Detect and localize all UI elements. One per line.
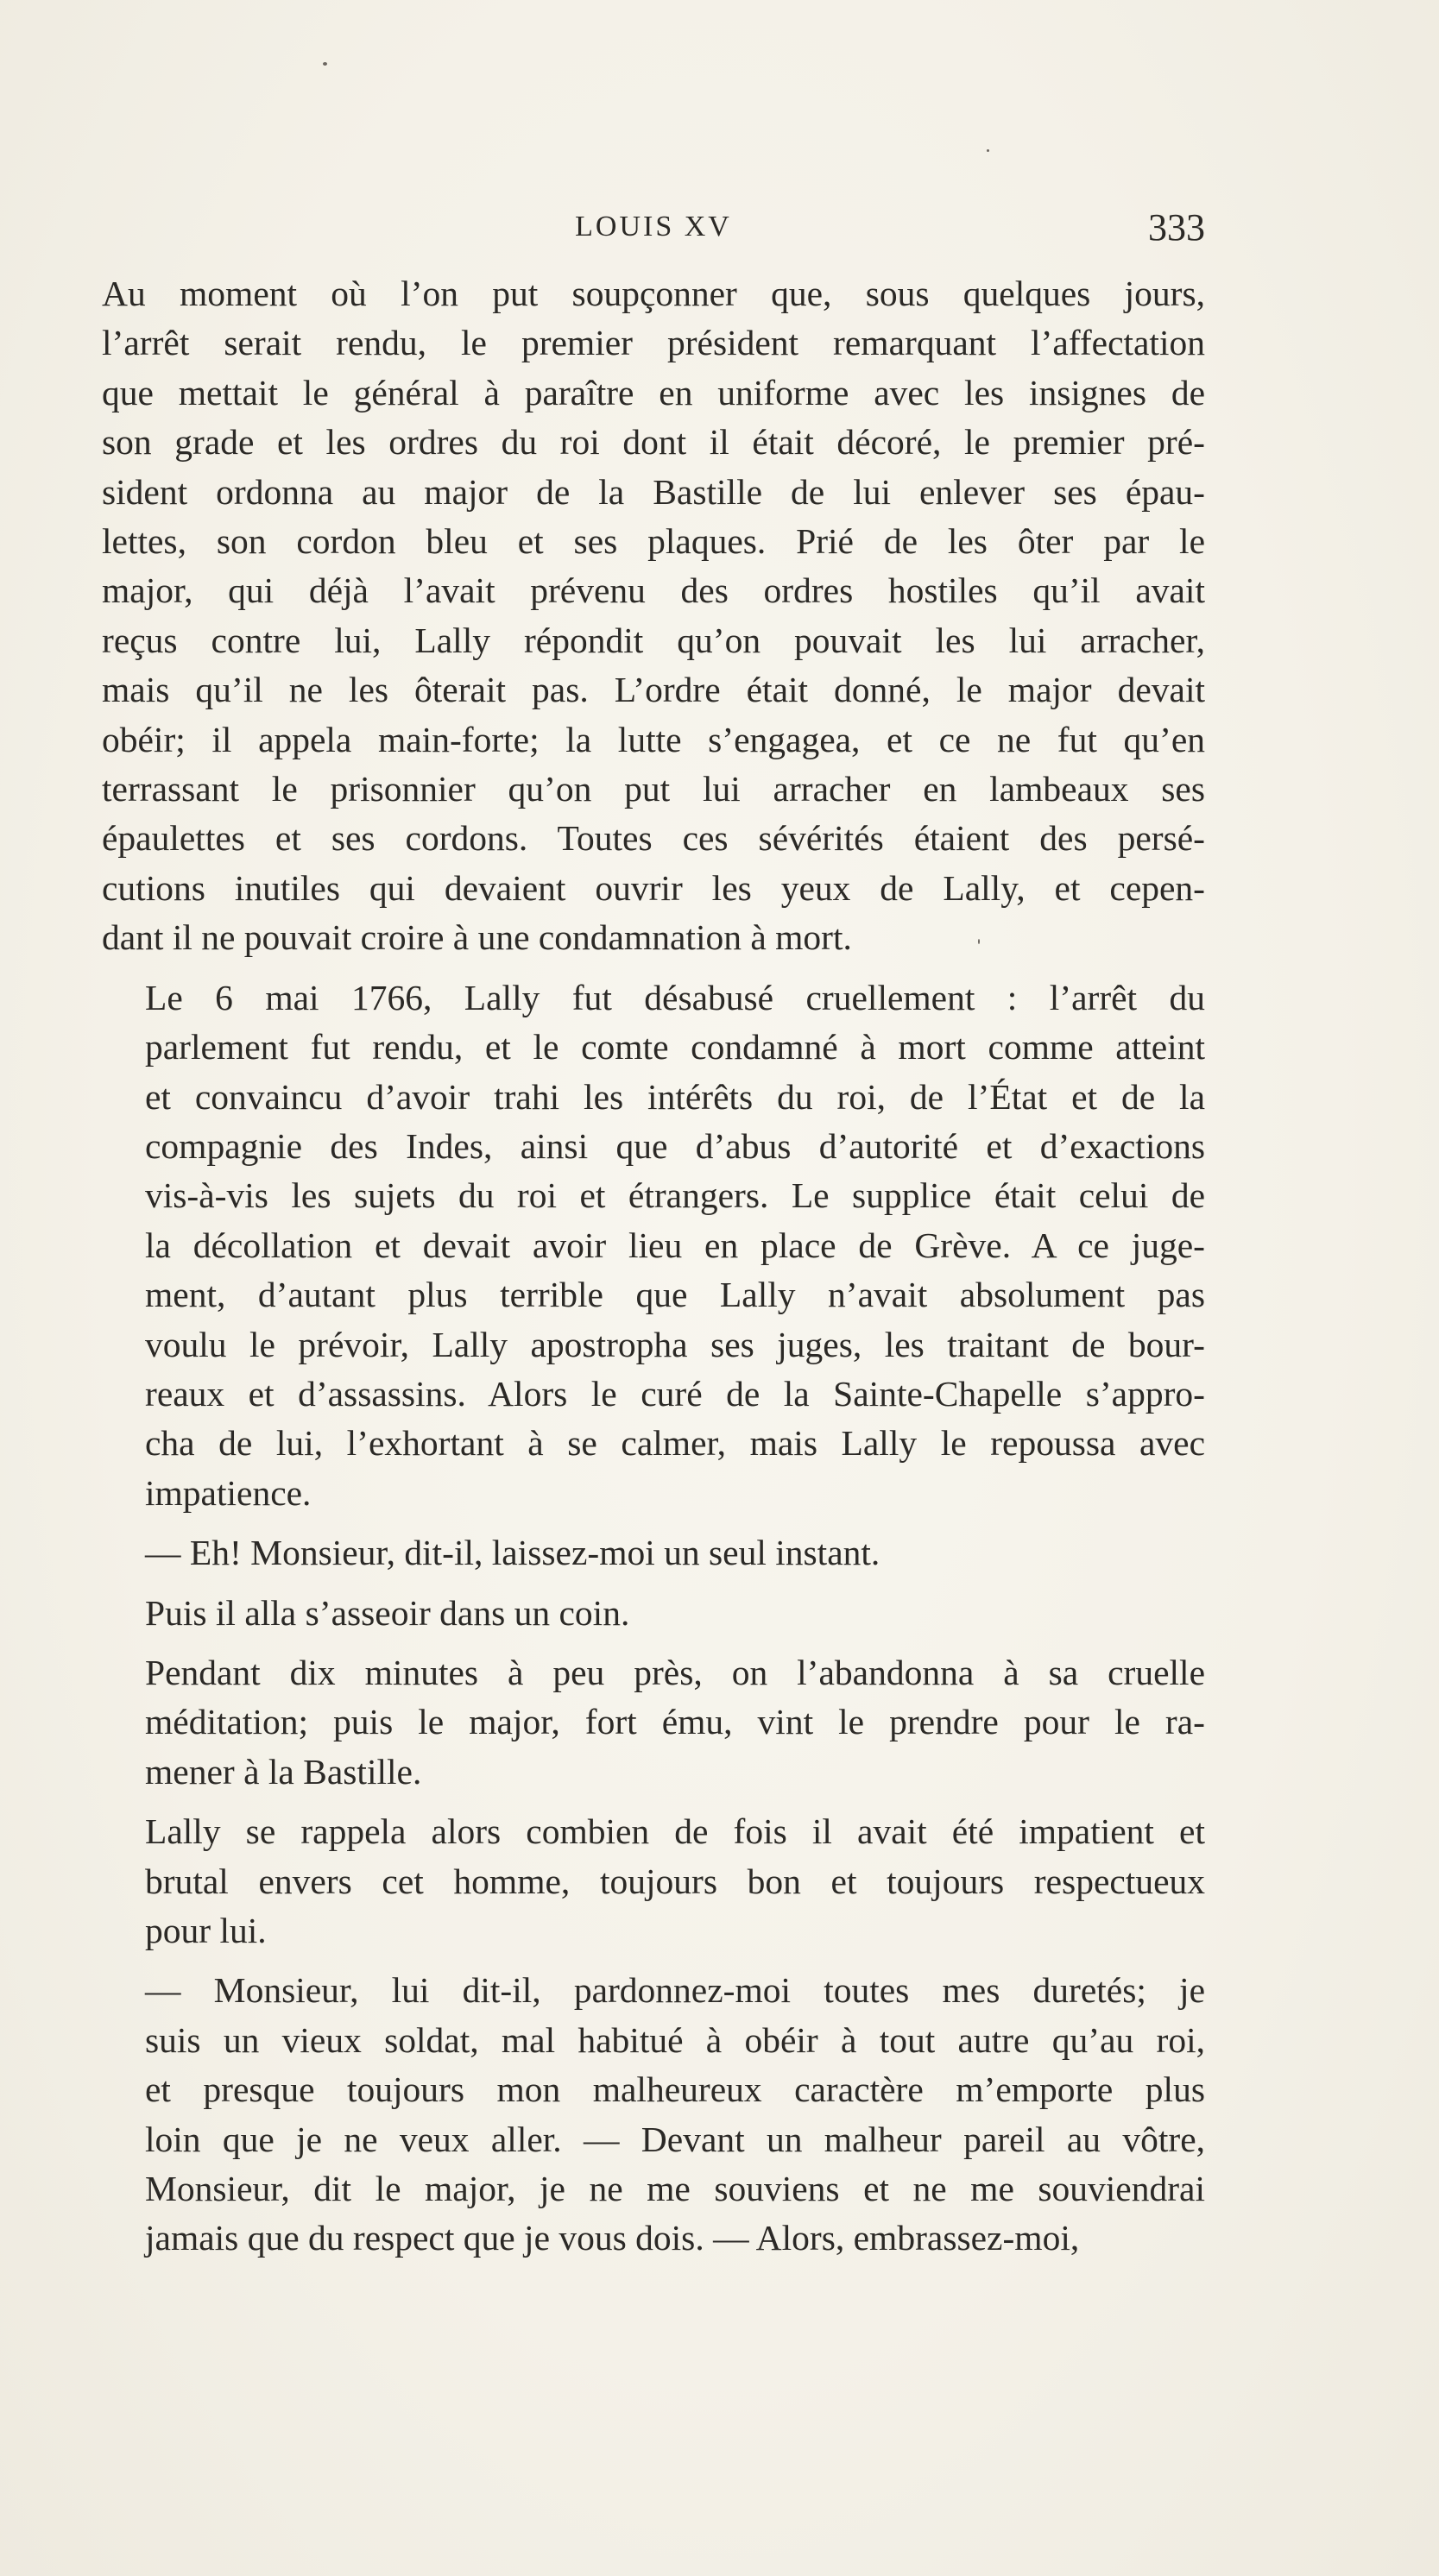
paragraph: [102, 1966, 1205, 2263]
text-line: méditation; puis le major, fort ému, vint le prendre pour le ra-: [145, 1702, 1205, 1742]
text-line: mener à la Bastille.: [145, 1751, 422, 1792]
paragraph: [102, 1807, 1205, 1956]
text-line: parlement fut rendu, et le comte condamné à mort comme atteint: [145, 1027, 1205, 1068]
text-line: Le 6 mai 1766, Lally fut désabusé cruellement : l’arrêt du: [145, 977, 1205, 1017]
text-line: compagnie des Indes, ainsi que d’abus d’autorité et d’exactions: [145, 1125, 1205, 1166]
text-line: — Eh! Monsieur, dit-il, laissez-moi un seul instant.: [145, 1533, 880, 1573]
text-line: reaux et d’assassins. Alors le curé de la Sainte-Chapelle s’appro-: [145, 1373, 1205, 1414]
text-line: Monsieur, dit le major, je ne me souviens et ne me souviendrai: [145, 2169, 1205, 2209]
text-line: obéir; il appela main-forte; la lutte s’engagea, et ce ne fut qu’en: [102, 719, 1205, 759]
page-header: [102, 206, 1205, 259]
text-line: terrassant le prisonnier qu’on put lui arracher en lambeaux ses: [102, 769, 1205, 809]
text-line: reçus contre lui, Lally répondit qu’on pouvait les lui arracher,: [102, 620, 1205, 660]
text-line: dant il ne pouvait croire à une condamnation à mort.: [102, 917, 852, 958]
text-line: épaulettes et ses cordons. Toutes ces sévérités étaient des persé-: [102, 818, 1205, 859]
text-line: et convaincu d’avoir trahi les intérêts du roi, de l’État et de la: [145, 1076, 1205, 1117]
text-line: jamais que du respect que je vous dois. — Alors, embrassez-moi,: [145, 2218, 1080, 2258]
text-line: suis un vieux soldat, mal habitué à obéir à tout autre qu’au roi,: [145, 2019, 1205, 2060]
text-line: Puis il alla s’asseoir dans un coin.: [145, 1592, 630, 1633]
paragraph: [102, 1648, 1205, 1797]
text-line: brutal envers cet homme, toujours bon et toujours respectueux: [145, 1861, 1205, 1901]
paragraph: [102, 269, 1205, 963]
text-line: sident ordonna au major de la Bastille de lui enlever ses épau-: [102, 471, 1205, 512]
text-line: la décollation et devait avoir lieu en place de Grève. A ce juge-: [145, 1225, 1205, 1265]
text-line: vis-à-vis les sujets du roi et étrangers. Le supplice était celui de: [145, 1175, 1205, 1216]
text-line: lettes, son cordon bleu et ses plaques. Prié de les ôter par le: [102, 521, 1205, 562]
paper-speck: [323, 62, 327, 66]
text-line: et presque toujours mon malheureux caractère m’emporte plus: [145, 2069, 1205, 2110]
text-line: loin que je ne veux aller. — Devant un malheur pareil au vôtre,: [145, 2119, 1205, 2159]
paragraph: [102, 1589, 1205, 1638]
text-line: l’arrêt serait rendu, le premier président remarquant l’affectation: [102, 323, 1205, 363]
text-line: impatience.: [145, 1472, 312, 1513]
page-number: 333: [1148, 206, 1205, 249]
text-line: ment, d’autant plus terrible que Lally n’avait absolument pas: [145, 1275, 1205, 1315]
text-line: — Monsieur, lui dit-il, pardonnez-moi toutes mes duretés; je: [145, 1970, 1205, 2011]
paragraph: [102, 973, 1205, 1518]
paragraph: [102, 1528, 1205, 1578]
paper-speck: [987, 149, 989, 152]
text-line: pour lui.: [145, 1911, 267, 1950]
text-line: que mettait le général à paraître en uniforme avec les insignes de: [102, 372, 1205, 413]
text-line: son grade et les ordres du roi dont il était décoré, le premier pré-: [102, 422, 1205, 463]
text-line: voulu le prévoir, Lally apostropha ses juges, les traitant de bour-: [145, 1324, 1205, 1364]
text-line: mais qu’il ne les ôterait pas. L’ordre était donné, le major devait: [102, 670, 1205, 710]
text-line: Lally se rappela alors combien de fois il avait été impatient et: [145, 1811, 1205, 1852]
text-line: major, qui déjà l’avait prévenu des ordres hostiles qu’il avait: [102, 570, 1205, 611]
text-line: Au moment où l’on put soupçonner que, sous quelques jours,: [102, 274, 1205, 313]
text-line: cha de lui, l’exhortant à se calmer, mais Lally le repoussa avec: [145, 1423, 1205, 1464]
running-head: LOUIS XV: [575, 211, 732, 242]
text-line: Pendant dix minutes à peu près, on l’abandonna à sa cruelle: [145, 1652, 1205, 1692]
text-line: cutions inutiles qui devaient ouvrir les yeux de Lally, et cepen-: [102, 867, 1205, 908]
body-text: [102, 269, 1205, 2274]
